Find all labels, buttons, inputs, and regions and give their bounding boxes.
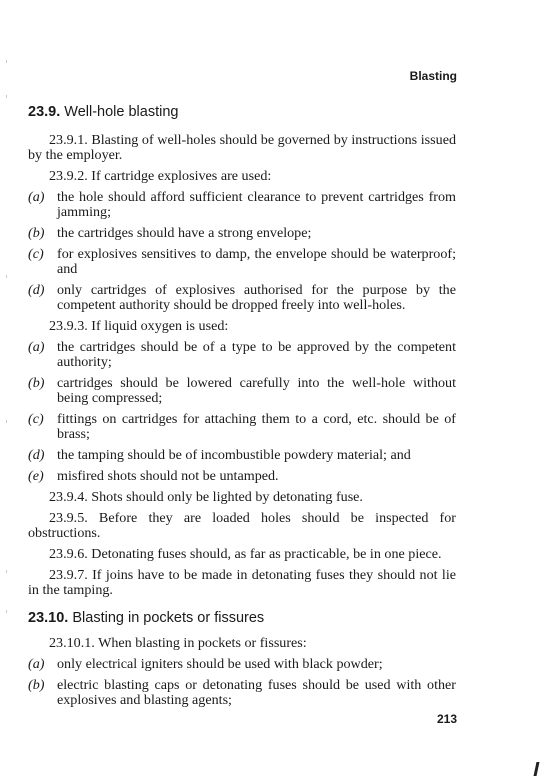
scan-mark bbox=[6, 95, 7, 98]
paragraph: 23.9.6. Detonating fuses should, as far as practicable, be in one piece. bbox=[49, 546, 442, 562]
list-item-label: (a) bbox=[28, 189, 45, 205]
list-item bbox=[28, 412, 456, 442]
list-item-label: (a) bbox=[28, 656, 45, 672]
list-item-label: (d) bbox=[28, 447, 45, 463]
paragraph: 23.9.2. If cartridge explosives are used: bbox=[49, 168, 272, 184]
list-item-text: cartridges should be lowered carefully into the well-hole without being compressed; bbox=[57, 375, 456, 406]
list-item-text: only electrical igniters should be used with black powder; bbox=[57, 656, 383, 672]
paragraph: 23.9.3. If liquid oxygen is used: bbox=[49, 318, 229, 334]
list-item bbox=[28, 190, 456, 220]
list-item-text: the cartridges should have a strong envelope; bbox=[57, 225, 312, 241]
paragraph: 23.9.1. Blasting of well-holes should be governed by instructions issued by the employer. bbox=[28, 132, 456, 163]
list-item-text: only cartridges of explosives authorised for the purpose by the competent authority should be dropped freely into well-holes. bbox=[57, 282, 456, 313]
section-title: Well-hole blasting bbox=[64, 104, 179, 120]
paragraph: 23.10.1. When blasting in pockets or fissures: bbox=[49, 635, 307, 651]
scan-mark bbox=[6, 570, 7, 573]
section-title: Blasting in pockets or fissures bbox=[72, 610, 265, 626]
list-item-label: (b) bbox=[28, 677, 45, 693]
list-item-text: the tamping should be of incombustible powdery material; and bbox=[57, 447, 411, 463]
page-content bbox=[28, 103, 456, 714]
scan-mark bbox=[6, 60, 7, 63]
list-item bbox=[28, 469, 456, 484]
list-item-text: the cartridges should be of a type to be approved by the competent authority; bbox=[57, 339, 456, 370]
list-item bbox=[28, 283, 456, 313]
list-item-label: (b) bbox=[28, 375, 45, 391]
list-item-label: (a) bbox=[28, 339, 45, 355]
list-item-text: misfired shots should not be untamped. bbox=[57, 468, 279, 484]
list-item bbox=[28, 448, 456, 463]
page-number: 213 bbox=[436, 712, 457, 726]
list-item-text: fittings on cartridges for attaching them to a cord, etc. should be of brass; bbox=[57, 411, 456, 442]
list-item-label: (c) bbox=[28, 411, 44, 427]
section-heading bbox=[28, 609, 456, 627]
scan-mark bbox=[6, 275, 7, 278]
paragraph: 23.9.4. Shots should only be lighted by detonating fuse. bbox=[49, 489, 363, 505]
scan-mark bbox=[6, 610, 7, 613]
list-item-text: the hole should afford sufficient clearance to prevent cartridges from jamming; bbox=[57, 189, 456, 220]
section-heading bbox=[28, 103, 456, 121]
list-item bbox=[28, 678, 456, 708]
section-number: 23.9. bbox=[28, 104, 61, 120]
list-item-label: (e) bbox=[28, 468, 44, 484]
list-item bbox=[28, 247, 456, 277]
list-item-label: (b) bbox=[28, 225, 45, 241]
scan-corner-mark bbox=[534, 762, 540, 776]
list-item-text: for explosives sensitives to damp, the envelope should be waterproof; and bbox=[57, 246, 456, 277]
list-item-text: electric blasting caps or detonating fuses should be used with other explosives and blasting agents; bbox=[57, 677, 456, 708]
paragraph: 23.9.5. Before they are loaded holes should be inspected for obstructions. bbox=[28, 510, 456, 541]
running-head: Blasting bbox=[409, 69, 457, 83]
list-item-label: (d) bbox=[28, 282, 45, 298]
list-item-label: (c) bbox=[28, 246, 44, 262]
section-number: 23.10. bbox=[28, 610, 69, 626]
list-item bbox=[28, 376, 456, 406]
scan-mark bbox=[6, 420, 7, 423]
list-item bbox=[28, 340, 456, 370]
list-item bbox=[28, 657, 456, 672]
paragraph: 23.9.7. If joins have to be made in detonating fuses they should not lie in the tamping. bbox=[28, 567, 456, 598]
list-item bbox=[28, 226, 456, 241]
